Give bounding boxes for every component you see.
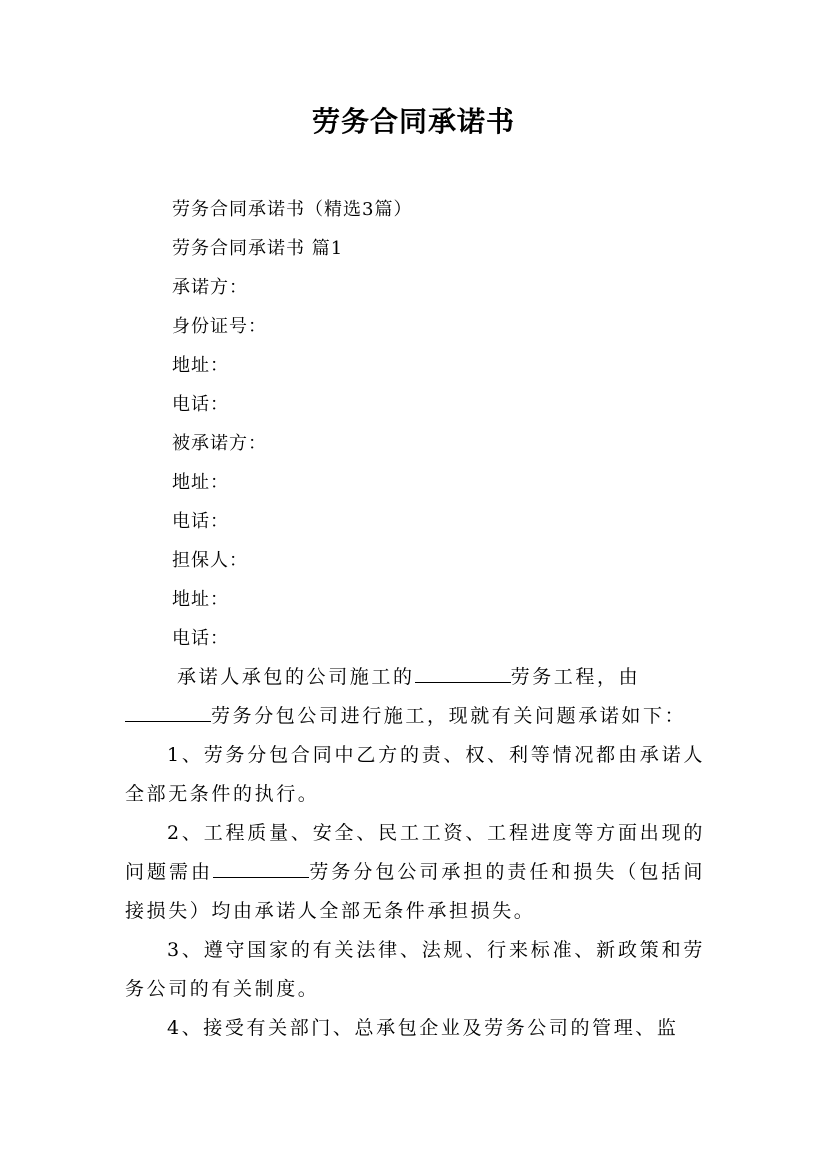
document-subtitle: 劳务合同承诺书（精选3篇）: [172, 199, 413, 220]
document-title: 劳务合同承诺书: [311, 105, 515, 138]
field-guarantor: 担保人：: [172, 550, 248, 571]
intro-text-3: 劳务分包公司进行施工，现就有关问题承诺如下：: [211, 705, 687, 727]
field-promisor-phone: 电话：: [172, 394, 229, 415]
field-promisor: 承诺方：: [172, 277, 248, 298]
field-promisee: 被承诺方：: [172, 433, 267, 454]
item-3: 3、遵守国家的有关法律、法规、行来标准、新政策和劳务公司的有关制度。: [125, 939, 705, 1000]
item-2: [125, 814, 705, 931]
field-promisor-address: 地址：: [172, 355, 229, 376]
item-2-text-2: 劳务分包公司承担的责任和损失（包括间接损失）均由承诺人全部无条件承担损失。: [125, 861, 705, 922]
item-1: 1、劳务分包合同中乙方的责、权、利等情况都由承诺人全部无条件的执行。: [125, 744, 705, 805]
field-id-number: 身份证号：: [172, 316, 267, 337]
item-4: 4、接受有关部门、总承包企业及劳务公司的管理、监: [167, 1017, 679, 1039]
field-promisee-address: 地址：: [172, 472, 229, 493]
intro-text-2: 劳务工程，由: [510, 666, 641, 688]
blank-subcontractor-name: [213, 857, 309, 878]
field-guarantor-address: 地址：: [172, 589, 229, 610]
blank-company-name: [125, 701, 211, 722]
section-heading: 劳务合同承诺书 篇1: [172, 238, 344, 259]
item-2-text-1: 2、工程质量、安全、民工工资、工程进度等方面出现的问题需由: [125, 822, 705, 883]
intro-text-1: 承诺人承包的公司施工的: [177, 666, 415, 688]
intro-paragraph: [125, 658, 705, 736]
blank-project-name: [415, 662, 511, 683]
field-promisee-phone: 电话：: [172, 511, 229, 532]
field-guarantor-phone: 电话：: [172, 628, 229, 649]
